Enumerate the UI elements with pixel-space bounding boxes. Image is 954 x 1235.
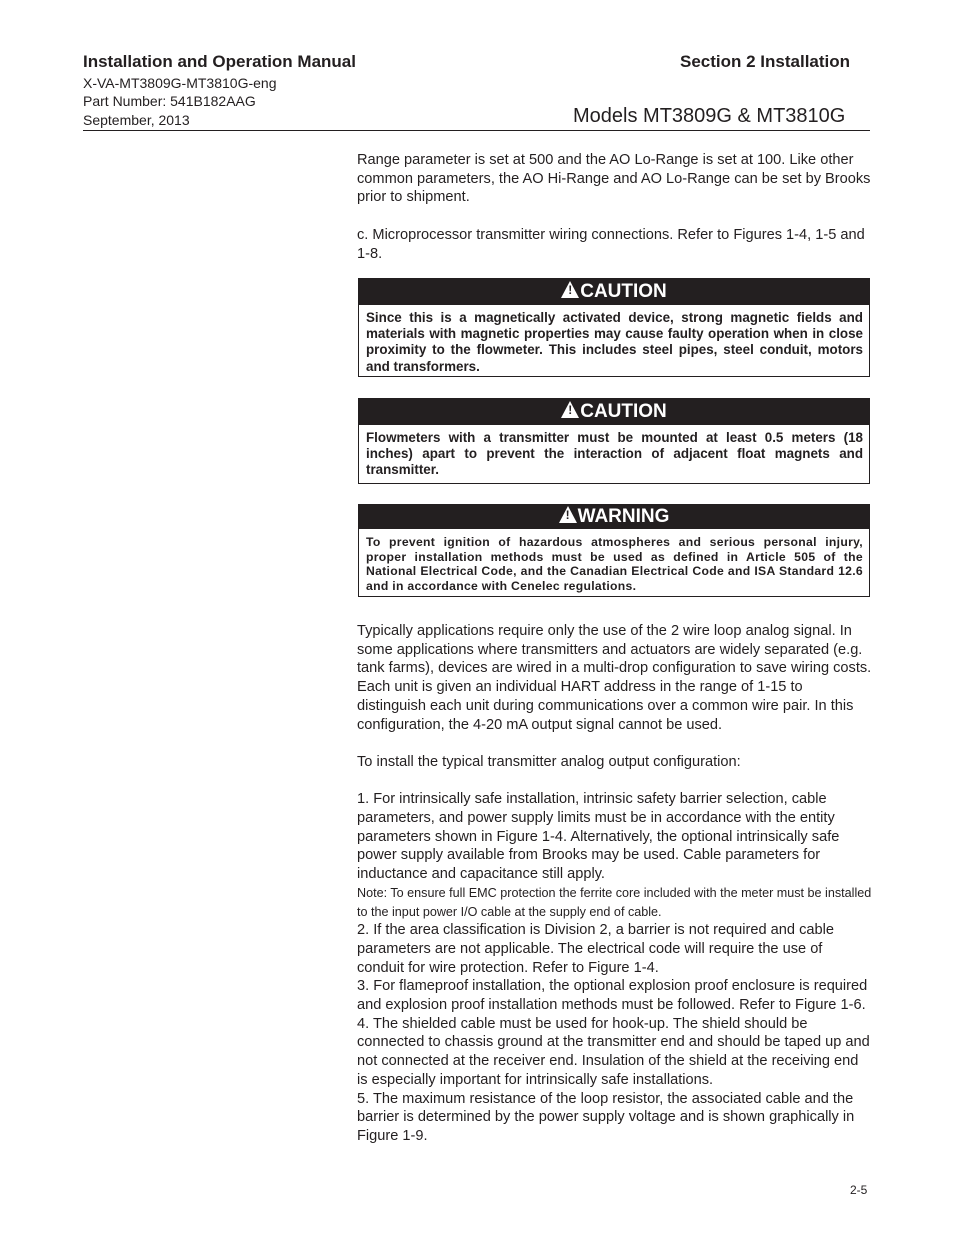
page-number: 2-5 — [850, 1183, 868, 1197]
warning-triangle-icon: ! — [561, 401, 579, 418]
intro-paragraph-1: Range parameter is set at 500 and the AO Lo-Range is set at 100. Like other common parameters, the AO Hi-Range and AO Lo-Range can be set by Brooks prior to shipment. — [357, 152, 871, 206]
intro-text — [357, 151, 872, 263]
caution-label: CAUTION — [580, 281, 667, 302]
warning-triangle-icon: ! — [561, 281, 579, 298]
caution-header — [359, 279, 869, 305]
body-paragraph-2: To install the typical transmitter analog output configuration: — [357, 753, 741, 770]
caution-box-magnetic — [358, 278, 870, 377]
section-title: Section 2 Installation — [680, 52, 851, 71]
warning-header — [359, 505, 869, 529]
publication-date: September, 2013 — [83, 112, 190, 128]
warning-label: WARNING — [577, 506, 670, 527]
caution-header — [359, 399, 869, 425]
step-4: 4. The shielded cable must be used for hook-up. The shield should be connected to chassis ground at the transmitter end and should be taped up and not connected at the receiver end. Insulation of the shield at the receiving end is especially important for intrinsically safe installations. — [357, 1015, 870, 1088]
warning-triangle-icon: ! — [559, 506, 577, 523]
step-2: 2. If the area classification is Division 2, a barrier is not required and cable parameters are not applicable. The electrical code will require the use of conduit for wire protection. Refer to Figure 1-4. — [357, 922, 834, 976]
warning-text: To prevent ignition of hazardous atmospheres and serious personal injury, proper installation methods must be used as defined in Article 505 of the National Electrical Code, and the Canadian Electrical Code and ISA Standard 12.6 and in accordance with Cenelec regulations. — [366, 535, 863, 593]
body-paragraph-1: Typically applications require only the use of the 2 wire loop analog signal. In some applications where transmitters and actuators are widely separated (e.g. tank farms), devices are wired in a multi-drop configuration to save wiring costs. Each unit is given an individual HART address in the range of 1-15 to distinguish each unit during communications over a common wire pair. In this configuration, the 4-20 mA output signal cannot be used. — [357, 623, 872, 733]
step-5: 5. The maximum resistance of the loop resistor, the associated cable and the barrier is determined by the power supply voltage and is shown graphically in Figure 1-9. — [357, 1090, 855, 1144]
part-number: Part Number: 541B182AAG — [83, 93, 256, 109]
step-3: 3. For flameproof installation, the optional explosion proof enclosure is required and explosion proof installation methods must be followed. Refer to Figure 1-6. — [357, 978, 868, 1014]
manual-title: Installation and Operation Manual — [83, 52, 356, 71]
caution-label: CAUTION — [580, 401, 667, 422]
step-1: 1. For intrinsically safe installation, intrinsic safety barrier selection, cable parameters, and power supply limits must be in accordance with the entity parameters shown in Figure 1-4. Alternatively, the optional intrinsically safe power supply available from Brooks may be used. Cable parameters for inductance and capacitance still apply. — [357, 791, 840, 883]
caution-text: Since this is a magnetically activated device, strong magnetic fields and materials with magnetic properties may cause faulty operation when in close proximity to the flowmeter. This includes steel pipes, steel conduit, motors and transformers. — [366, 310, 863, 374]
caution-text: Flowmeters with a transmitter must be mounted at least 0.5 meters (18 inches) apart to prevent the interaction of adjacent float magnets and transmitter. — [366, 430, 863, 478]
doc-id: X-VA-MT3809G-MT3810G-eng — [83, 75, 277, 91]
intro-paragraph-2: c. Microprocessor transmitter wiring connections. Refer to Figures 1-4, 1-5 and 1-8. — [357, 226, 865, 262]
models-title: Models MT3809G & MT3810G — [573, 105, 846, 127]
header-rule — [83, 130, 870, 131]
warning-box — [358, 504, 870, 597]
emc-note: Note: To ensure full EMC protection the ferrite core included with the meter must be installed to the input power I/O cable at the supply end of cable. — [357, 885, 872, 919]
main-text — [357, 622, 872, 1146]
caution-box-spacing — [358, 398, 870, 484]
